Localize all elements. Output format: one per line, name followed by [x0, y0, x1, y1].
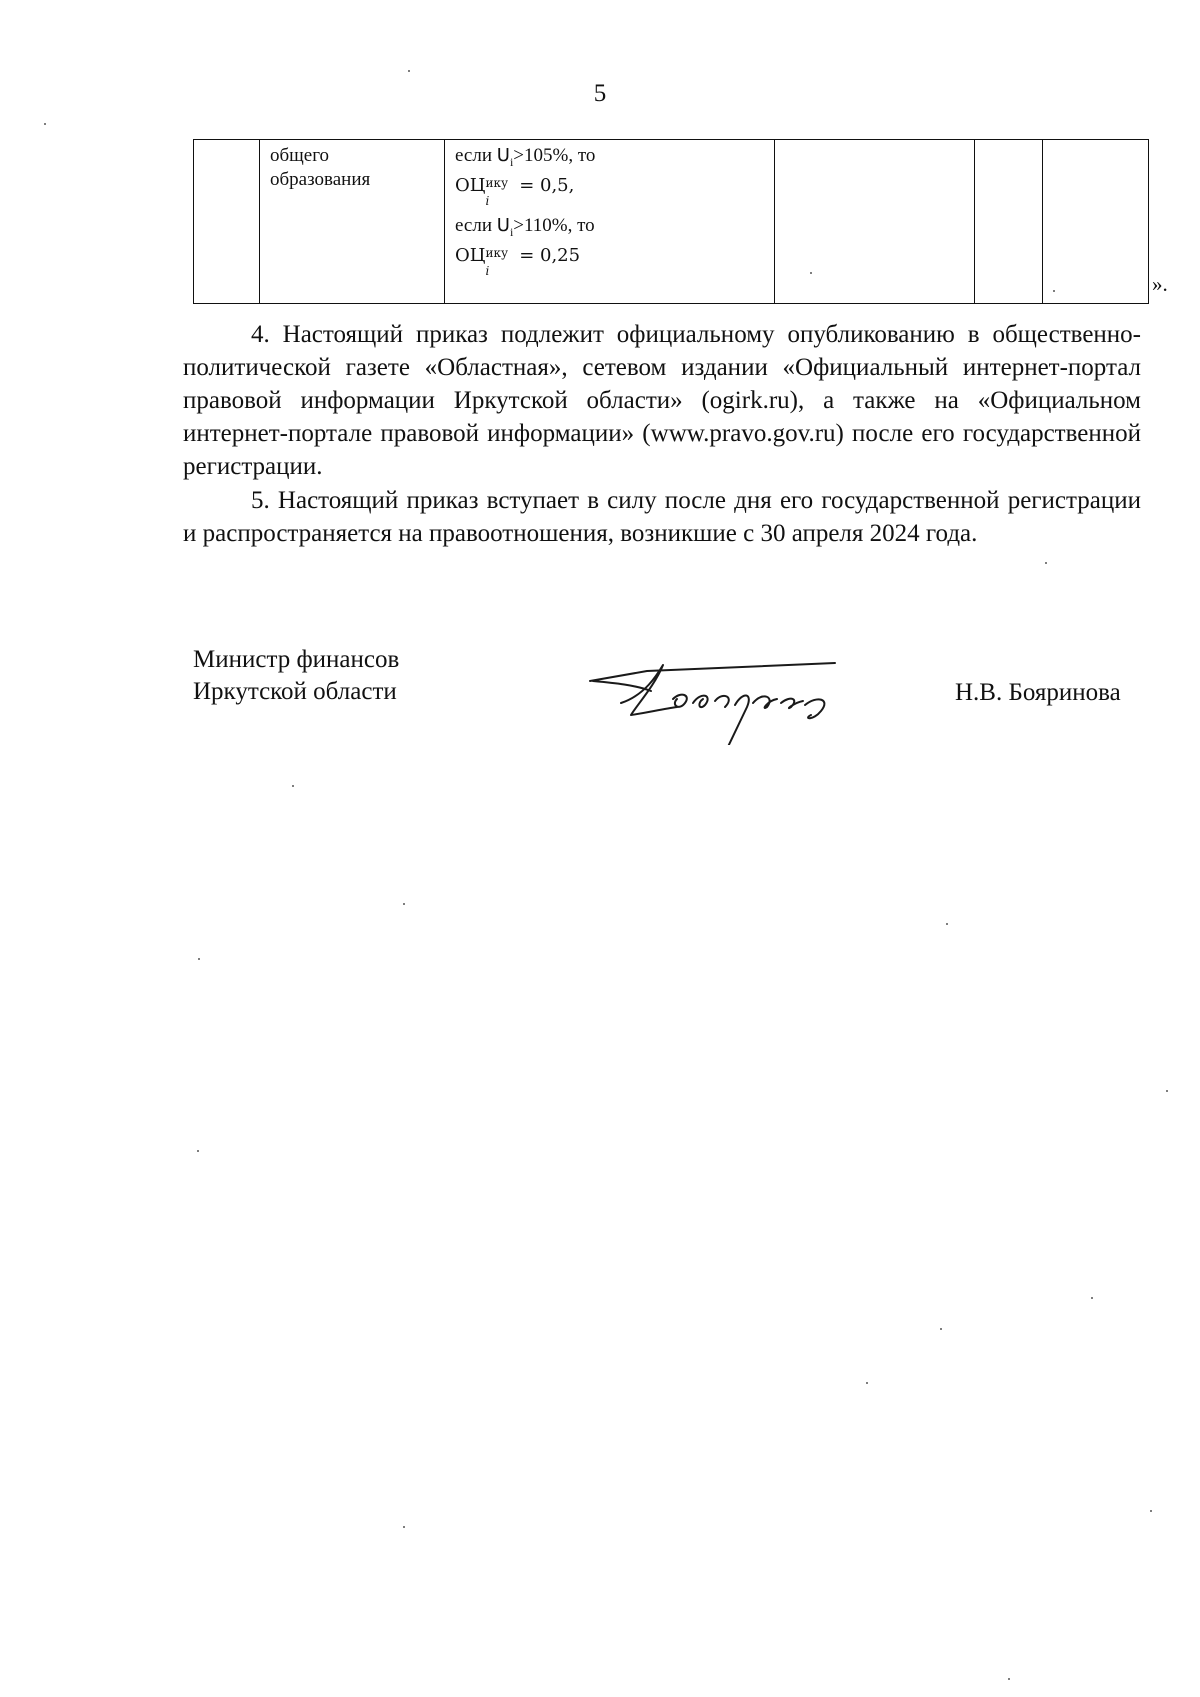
paragraph-5: [183, 484, 1141, 550]
table-cell-conditions: [445, 140, 775, 304]
scan-speck: [408, 70, 410, 72]
scan-speck: [1166, 1090, 1168, 1092]
indicator-text-line-2: образования: [270, 169, 371, 190]
oc-formula-1: ОЦ ику i = 0,5,: [455, 174, 575, 208]
signer-name: Н.В. Бояринова: [955, 679, 1121, 706]
table-cell-empty-4: [775, 140, 975, 304]
closing-quote-mark: ».: [1152, 272, 1168, 296]
u-subscript: i: [509, 224, 514, 239]
paragraph-4-text: 4. Настоящий приказ подлежит официальному опубликованию в общественно-политической газете «Областная», сетевом издании «Официальный интернет-портал правовой информации Иркутской области» (ogirk.ru), а также на «Официальном интернет-портале правовой информации» (www.pravo.gov.ru) после его государственной регистрации.: [183, 321, 1141, 480]
table-cell-indicator: [260, 140, 445, 304]
oc-formula-2: ОЦ ику i = 0,25: [455, 244, 581, 278]
scan-speck: [403, 903, 405, 905]
u-subscript: i: [509, 154, 514, 169]
condition-threshold: >110%, то: [513, 214, 595, 236]
position-line-1: Министр финансов: [193, 646, 400, 673]
scan-speck: [810, 272, 812, 274]
scan-speck: [197, 1150, 199, 1152]
scan-speck: [1008, 1678, 1010, 1680]
indicator-text-line-1: общего: [270, 145, 330, 166]
scan-speck: [44, 123, 46, 125]
table-cell-empty-5: [975, 140, 1043, 304]
condition-threshold: >105%, то: [513, 145, 596, 166]
scan-speck: [946, 923, 948, 925]
position-line-2: Иркутской области: [193, 678, 397, 705]
condition-block-2: [455, 214, 764, 278]
table-cell-empty-6: [1043, 140, 1149, 304]
scan-speck: [1091, 1297, 1093, 1299]
u-symbol: U: [496, 145, 510, 166]
condition-block-1: [455, 144, 764, 208]
paragraph-4: [183, 318, 1141, 483]
scan-speck: [403, 1526, 405, 1528]
table-cell-empty-1: [194, 140, 260, 304]
scan-speck: [292, 785, 294, 787]
condition-prefix: если: [455, 214, 497, 236]
scan-speck: [940, 1328, 942, 1330]
scan-speck: [198, 958, 200, 960]
u-symbol: U: [496, 214, 510, 236]
handwritten-signature: [585, 655, 845, 745]
criteria-table-fragment: [193, 139, 1148, 304]
paragraph-5-text: 5. Настоящий приказ вступает в силу после дня его государственной регистрации и распространяется на правоотношения, возникшие с 30 апреля 2024 года.: [183, 487, 1141, 547]
scan-speck: [866, 1382, 868, 1384]
scan-speck: [1045, 562, 1047, 564]
scan-speck: [1053, 290, 1055, 292]
page-number: 5: [593, 80, 607, 107]
scan-speck: [1150, 1510, 1152, 1512]
signatory-position: [193, 644, 399, 708]
condition-prefix: если: [455, 145, 497, 166]
